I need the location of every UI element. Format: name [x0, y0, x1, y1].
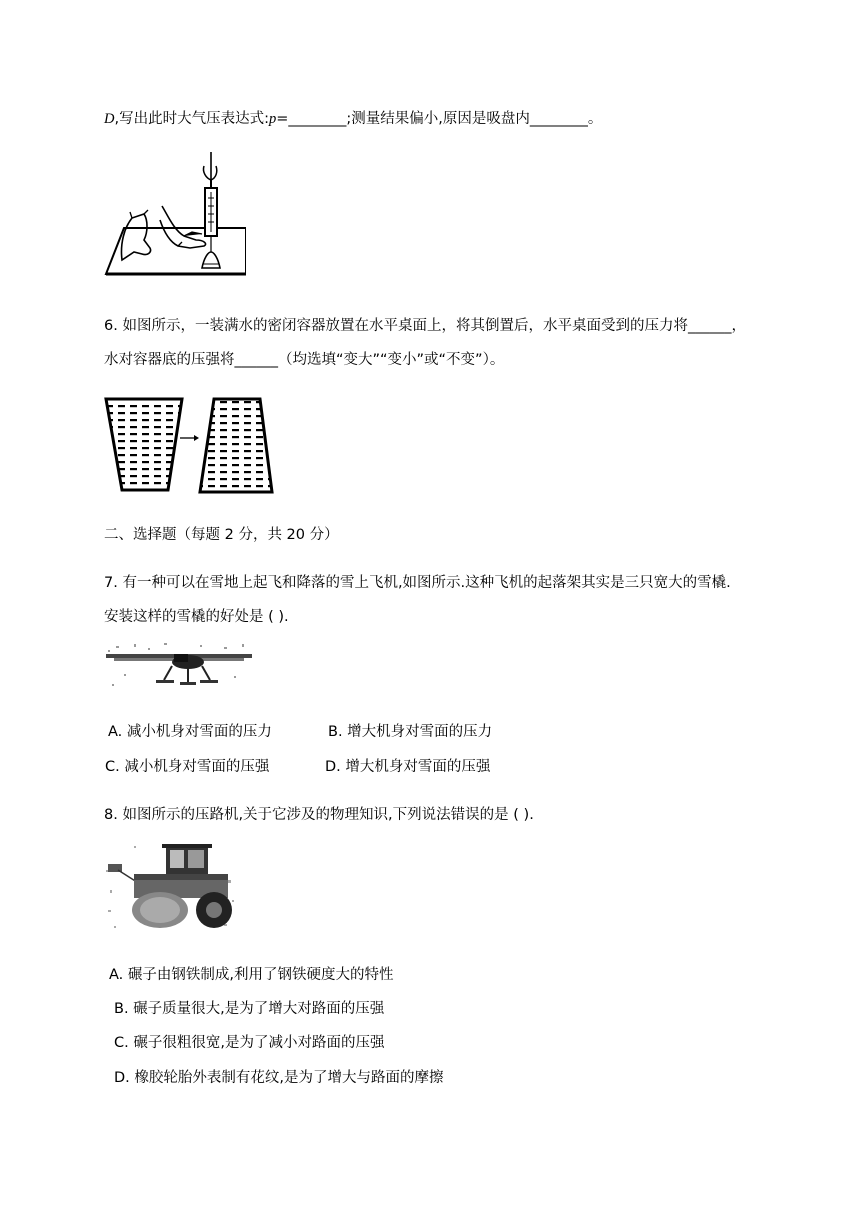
- q8-line-1: 8. 如图所示的压路机,关于它涉及的物理知识,下列说法错误的是 ( ).: [104, 807, 534, 823]
- q7-option-c: C. 减小机身对雪面的压强: [105, 759, 270, 775]
- q5-text-b: =________;测量结果偏小,原因是吸盘内________。: [276, 111, 603, 127]
- q8-option-c: C. 碾子很粗很宽,是为了减小对路面的压强: [114, 1035, 385, 1051]
- q7-option-a: A. 减小机身对雪面的压力: [108, 724, 272, 740]
- inverted-container-figure: [104, 396, 280, 496]
- q5-var-p: p: [268, 111, 277, 127]
- q5-letter-d: D: [104, 111, 115, 127]
- q6-line-2: 水对容器底的压强将______（均选填“变大”“变小”或“不变”）。: [104, 352, 505, 368]
- q5-text-a: ,写出此时大气压表达式:: [114, 111, 269, 127]
- q7-line-2: 安装这样的雪橇的好处是 ( ).: [104, 609, 289, 625]
- q7-option-b: B. 增大机身对雪面的压力: [328, 724, 493, 740]
- snow-plane-photo: [104, 640, 254, 690]
- q8-option-a: A. 碾子由钢铁制成,利用了钢铁硬度大的特性: [109, 967, 394, 983]
- q8-option-d: D. 橡胶轮胎外表制有花纹,是为了增大与路面的摩擦: [114, 1070, 444, 1086]
- q8-option-b: B. 碾子质量很大,是为了增大对路面的压强: [114, 1001, 385, 1017]
- suction-cup-spring-scale-figure: [104, 148, 246, 276]
- q7-line-1: 7. 有一种可以在雪地上起飞和降落的雪上飞机,如图所示.这种飞机的起落架其实是三只宽大的雪橇.: [104, 575, 731, 591]
- road-roller-photo: [104, 840, 238, 932]
- q5-tail-line: [104, 109, 602, 129]
- q7-option-d: D. 增大机身对雪面的压强: [325, 759, 491, 775]
- q6-line-1: 6. 如图所示，一装满水的密闭容器放置在水平桌面上，将其倒置后，水平桌面受到的压力将______，: [104, 318, 746, 334]
- section-heading: 二、选择题（每题 2 分，共 20 分）: [104, 527, 339, 543]
